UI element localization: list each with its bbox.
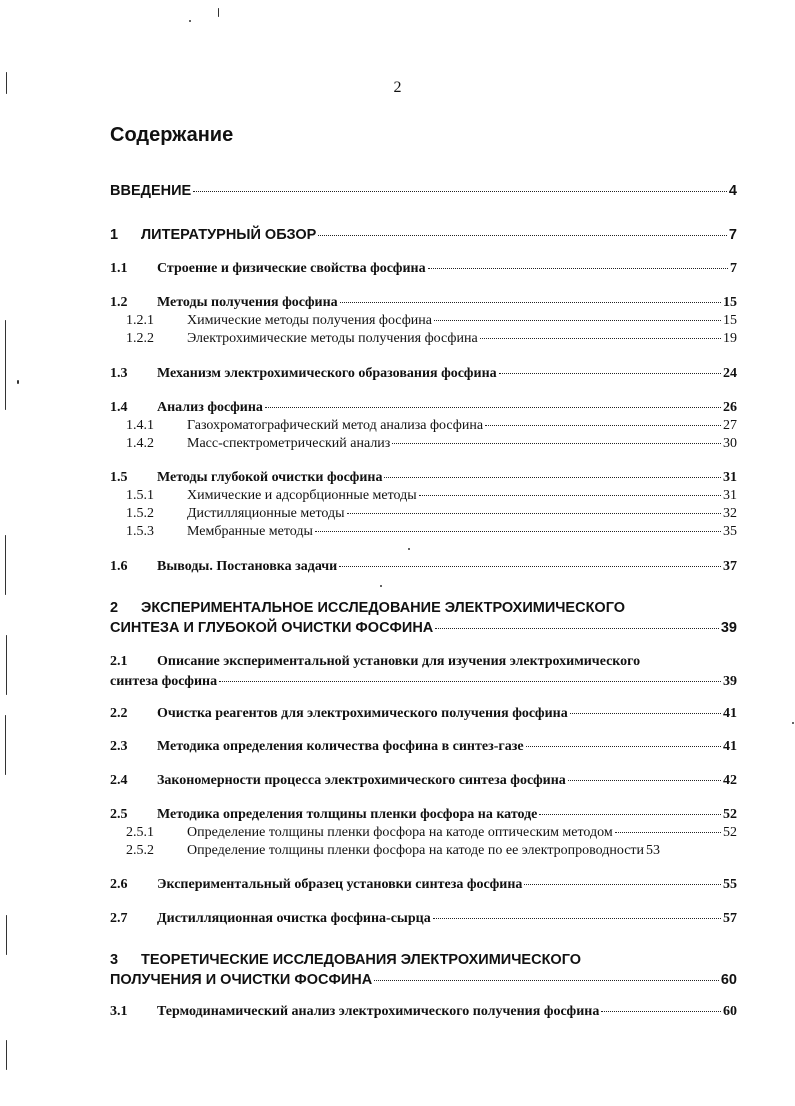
- scan-speck: [189, 20, 191, 22]
- scan-speck: [218, 8, 219, 17]
- toc-entry-page: 39: [720, 620, 737, 636]
- leader-dots: [265, 407, 721, 408]
- toc-entry-page: 26: [723, 400, 737, 415]
- toc-entry-page: 19: [723, 331, 737, 346]
- toc-entry-number: 1.2: [110, 295, 128, 310]
- toc-entry-text: Дистилляционные методы: [187, 506, 345, 521]
- toc-entry-number: 1.5.3: [126, 524, 154, 539]
- toc-entry-text-line1: Описание экспериментальной установки для изучения электрохимического: [157, 654, 641, 669]
- toc-entry-number: 2.5: [110, 807, 128, 822]
- toc-entry-1-1[interactable]: [110, 261, 737, 277]
- toc-entry-text: Термодинамический анализ электрохимического получения фосфина: [157, 1004, 600, 1019]
- toc-entry-text: Дистилляционная очистка фосфина-сырца: [157, 911, 431, 926]
- leader-dots: [374, 980, 719, 981]
- toc-entry-page: 39: [723, 674, 737, 689]
- page-title: Содержание: [110, 124, 234, 146]
- toc-entry-1-2-1[interactable]: [126, 313, 737, 329]
- scan-speck: [6, 1040, 7, 1070]
- leader-dots: [485, 425, 721, 426]
- toc-entry-3-1[interactable]: [110, 1004, 737, 1020]
- toc-entry-text: Закономерности процесса электрохимического синтеза фосфина: [157, 773, 566, 788]
- toc-entry-2-6[interactable]: [110, 877, 737, 893]
- toc-entry-2-4[interactable]: [110, 773, 737, 789]
- toc-entry-text: Экспериментальный образец установки синтеза фосфина: [157, 877, 523, 892]
- toc-entry-text: Определение толщины пленки фосфора на катоде оптическим методом: [187, 825, 613, 840]
- scan-speck: [380, 585, 382, 587]
- toc-entry-text: Выводы. Постановка задачи: [157, 559, 338, 574]
- toc-entry-3[interactable]: [110, 950, 737, 990]
- toc-entry-number: 3: [110, 952, 119, 968]
- toc-entry-page: 41: [723, 706, 737, 721]
- toc-entry-number: 2.2: [110, 706, 128, 721]
- toc-entry-text-line1: ТЕОРЕТИЧЕСКИЕ ИССЛЕДОВАНИЯ ЭЛЕКТРОХИМИЧЕСКОГО: [141, 952, 581, 968]
- toc-entry-page: 24: [723, 366, 737, 381]
- toc-entry-1-5[interactable]: [110, 470, 737, 486]
- leader-dots: [524, 884, 721, 885]
- toc-entry-page: 31: [723, 488, 737, 503]
- toc-entry-text-line2: синтеза фосфина: [110, 674, 218, 689]
- toc-entry-number: 2.5.2: [126, 843, 154, 858]
- toc-entry-text: Очистка реагентов для электрохимического получения фосфина: [157, 706, 568, 721]
- toc-entry-number: 2.7: [110, 911, 128, 926]
- toc-entry-1-4[interactable]: [110, 400, 737, 416]
- toc-entry-page: 41: [723, 739, 737, 754]
- toc-entry-number: 1.4: [110, 400, 128, 415]
- toc-entry-text-line1: ЭКСПЕРИМЕНТАЛЬНОЕ ИССЛЕДОВАНИЕ ЭЛЕКТРОХИМИЧЕСКОГО: [141, 600, 626, 616]
- scan-speck: [6, 915, 7, 955]
- toc-entry-number: 2: [110, 600, 119, 616]
- toc-entry-1-6[interactable]: [110, 559, 737, 575]
- leader-dots: [419, 495, 721, 496]
- toc-entry-text-line2: ПОЛУЧЕНИЯ И ОЧИСТКИ ФОСФИНА: [110, 972, 373, 988]
- toc-entry-number: 1.2.2: [126, 331, 154, 346]
- toc-entry-number: 1.6: [110, 559, 128, 574]
- toc-entry-page: 4: [728, 183, 737, 199]
- leader-dots: [499, 373, 721, 374]
- scan-speck: [792, 722, 794, 724]
- toc-entry-text: Методы получения фосфина: [157, 295, 338, 310]
- toc-entry-2[interactable]: [110, 598, 737, 638]
- toc-entry-page: 7: [730, 261, 737, 276]
- scan-speck: [6, 72, 7, 94]
- toc-entry-page: 15: [723, 295, 737, 310]
- toc-entry-number: 3.1: [110, 1004, 128, 1019]
- toc-entry-text: Механизм электрохимического образования фосфина: [157, 366, 497, 381]
- toc-entry-text: Химические методы получения фосфина: [187, 313, 432, 328]
- toc-entry-2-1[interactable]: [110, 652, 737, 692]
- toc-entry-page: 53: [646, 843, 661, 858]
- toc-entry-text: ВВЕДЕНИЕ: [110, 183, 192, 199]
- leader-dots: [601, 1011, 721, 1012]
- toc-entry-number: 1.1: [110, 261, 128, 276]
- toc-entry-introduction[interactable]: [110, 183, 737, 199]
- toc-entry-text: Строение и физические свойства фосфина: [157, 261, 426, 276]
- leader-dots: [434, 320, 721, 321]
- leader-dots: [339, 566, 721, 567]
- toc-entry-1-5-1[interactable]: [126, 488, 737, 504]
- toc-entry-2-5-1[interactable]: [126, 825, 737, 841]
- toc-entry-page: 60: [720, 972, 737, 988]
- scan-speck: [5, 320, 6, 410]
- toc-entry-1-5-3[interactable]: [126, 524, 737, 540]
- toc-entry-page: 55: [723, 877, 737, 892]
- toc-entry-number: 2.3: [110, 739, 128, 754]
- toc-entry-2-5[interactable]: [110, 807, 737, 823]
- toc-entry-page: 57: [723, 911, 737, 926]
- leader-dots: [347, 513, 722, 514]
- toc-entry-text: Методика определения количества фосфина в синтез-газе: [157, 739, 524, 754]
- leader-dots: [539, 814, 721, 815]
- toc-entry-number: 2.6: [110, 877, 128, 892]
- toc-entry-page: 52: [723, 825, 737, 840]
- leader-dots: [615, 832, 721, 833]
- toc-entry-text: Методы глубокой очистки фосфина: [157, 470, 383, 485]
- toc-entry-text: Газохроматографический метод анализа фосфина: [187, 418, 484, 433]
- leader-dots: [428, 268, 728, 269]
- toc-entry-text: Электрохимические методы получения фосфина: [187, 331, 478, 346]
- toc-entry-1-5-2[interactable]: [126, 506, 737, 522]
- toc-entry-page: 52: [723, 807, 737, 822]
- toc-entry-text: Масс-спектрометрический анализ: [187, 436, 391, 451]
- toc-entry-text: Мембранные методы: [187, 524, 313, 539]
- leader-dots: [384, 477, 721, 478]
- toc-entry-text: Анализ фосфина: [157, 400, 263, 415]
- toc-entry-page: 30: [723, 436, 737, 451]
- toc-entry-number: 1.4.1: [126, 418, 154, 433]
- scan-speck: [408, 548, 410, 550]
- toc-entry-1-4-1[interactable]: [126, 418, 737, 434]
- leader-dots: [219, 681, 721, 682]
- toc-entry-number: 1.5: [110, 470, 128, 485]
- scan-speck: [17, 380, 19, 384]
- toc-entry-text: Химические и адсорбционные методы: [187, 488, 417, 503]
- page-number: 2: [393, 79, 402, 96]
- toc-entry-page: 7: [728, 227, 737, 243]
- leader-dots: [570, 713, 721, 714]
- toc-entry-1[interactable]: [110, 227, 737, 243]
- toc-entry-number: 2.1: [110, 654, 128, 669]
- toc-entry-number: 1.5.2: [126, 506, 154, 521]
- toc-entry-number: 1.4.2: [126, 436, 154, 451]
- leader-dots: [315, 531, 721, 532]
- scan-speck: [6, 635, 7, 695]
- toc-entry-page: 15: [723, 313, 737, 328]
- leader-dots: [193, 191, 727, 192]
- toc-entry-2-5-2[interactable]: [126, 843, 737, 859]
- toc-entry-page: 60: [723, 1004, 737, 1019]
- scan-speck: [5, 535, 6, 595]
- toc-entry-page: 32: [723, 506, 737, 521]
- leader-dots: [526, 746, 721, 747]
- toc-entry-1-3[interactable]: [110, 366, 737, 382]
- leader-dots: [318, 235, 727, 236]
- toc-entry-text-line2: СИНТЕЗА И ГЛУБОКОЙ ОЧИСТКИ ФОСФИНА: [110, 620, 434, 636]
- toc-entry-2-7[interactable]: [110, 911, 737, 927]
- toc-entry-1-2-2[interactable]: [126, 331, 737, 347]
- toc-entry-number: 1.3: [110, 366, 128, 381]
- toc-entry-page: 27: [723, 418, 737, 433]
- toc-entry-2-3[interactable]: [110, 739, 737, 755]
- toc-entry-text: Методика определения толщины пленки фосфора на катоде: [157, 807, 538, 822]
- toc-entry-number: 1.2.1: [126, 313, 154, 328]
- leader-dots: [435, 628, 719, 629]
- scan-speck: [5, 715, 6, 775]
- toc-entry-number: 1: [110, 227, 119, 243]
- leader-dots: [433, 918, 721, 919]
- toc-entry-number: 1.5.1: [126, 488, 154, 503]
- leader-dots: [340, 302, 721, 303]
- toc-entry-page: 31: [723, 470, 737, 485]
- toc-entry-page: 37: [723, 559, 737, 574]
- leader-dots: [392, 443, 721, 444]
- toc-entry-text: ЛИТЕРАТУРНЫЙ ОБЗОР: [141, 227, 317, 243]
- toc-entry-1-4-2[interactable]: [126, 436, 737, 452]
- toc-entry-page: 42: [723, 773, 737, 788]
- leader-dots: [480, 338, 721, 339]
- toc-entry-2-2[interactable]: [110, 706, 737, 722]
- toc-entry-text: Определение толщины пленки фосфора на катоде по ее электропроводности: [187, 843, 645, 858]
- toc-entry-number: 2.5.1: [126, 825, 154, 840]
- leader-dots: [568, 780, 721, 781]
- toc-entry-number: 2.4: [110, 773, 128, 788]
- toc-entry-page: 35: [723, 524, 737, 539]
- toc-entry-1-2[interactable]: [110, 295, 737, 311]
